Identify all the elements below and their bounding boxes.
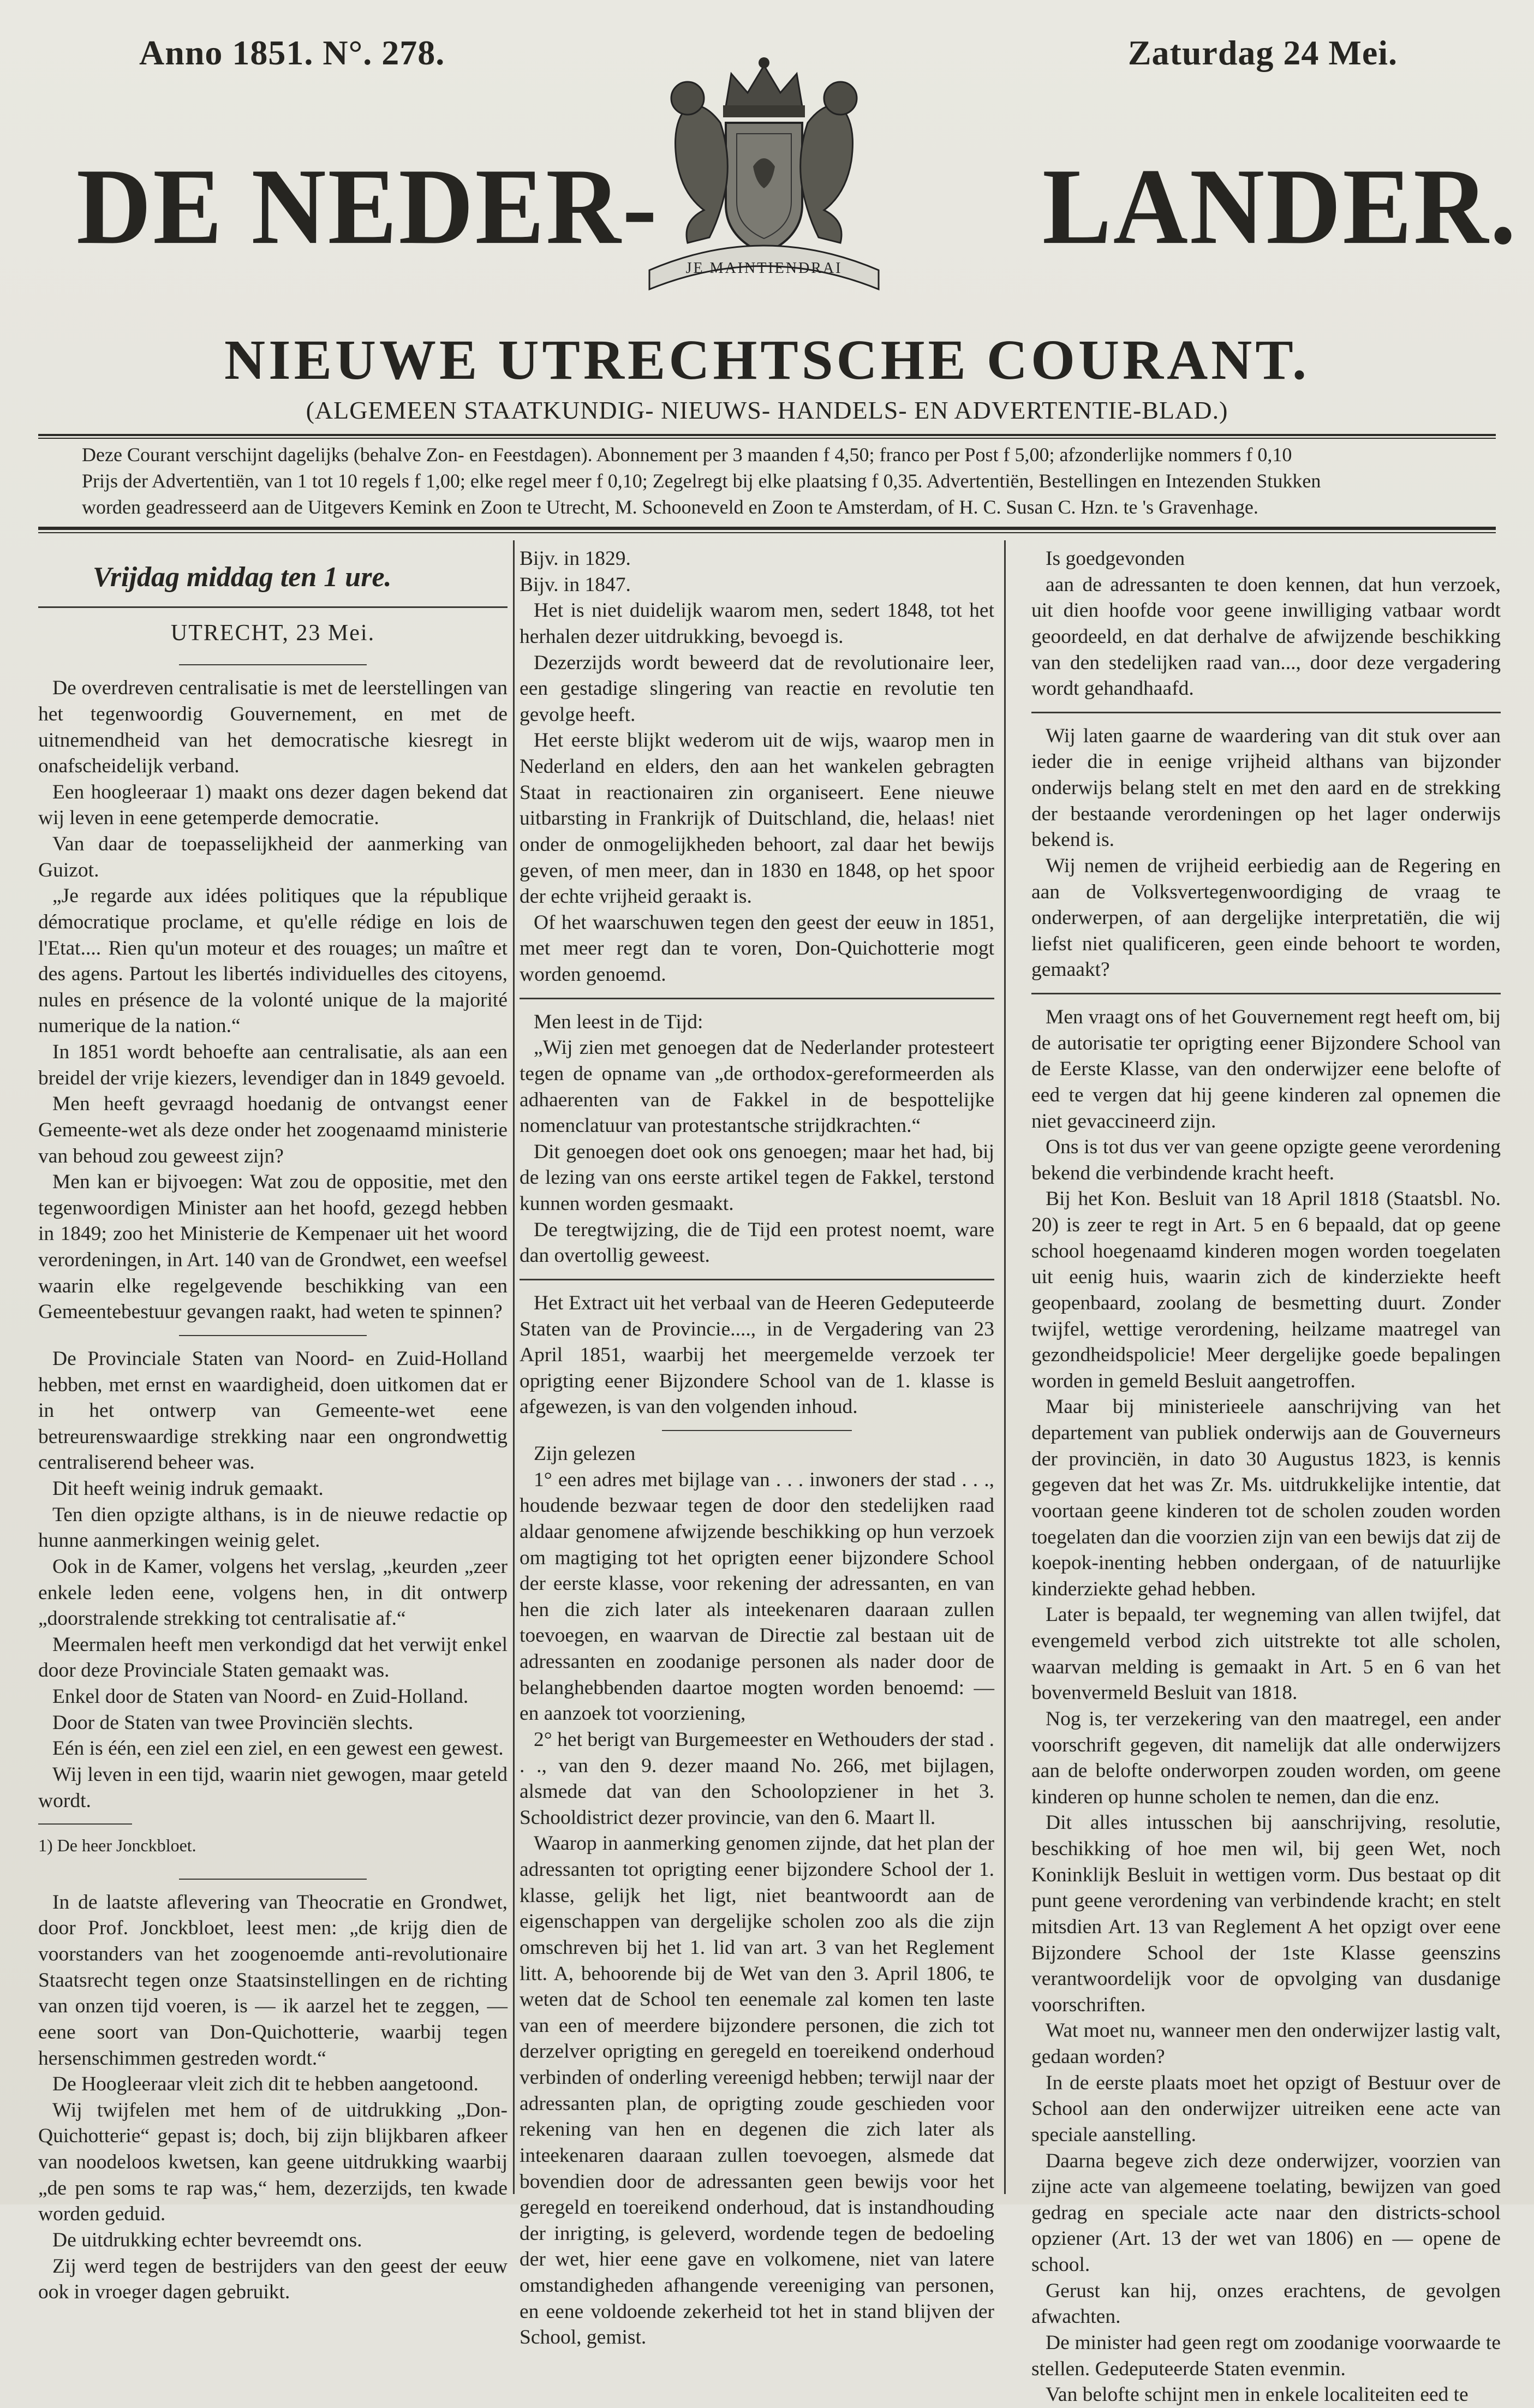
column-1	[38, 546, 508, 2305]
paragraph: Bijv. in 1829.	[520, 547, 631, 570]
header-rule	[38, 434, 1496, 436]
paragraph: Nog is, ter verzekering van den maatregel, een ander voorschrift gegeven, dit namelijk dat alle onderwijzers aan de belofte onderworpen zouden worden, om geene kinderen op hunne scholen te nemen, dan die enz.	[1031, 1707, 1501, 1808]
paragraph: Het Extract uit het verbaal van de Heeren Gedeputeerde Staten van de Provincie...., in de Vergadering van 23 April 1851, waarbij het meergemelde verzoek ter oprigting eener Bijzondere School van de 1. klasse is afgewezen, is van den volgenden inhoud.	[520, 1291, 994, 1418]
column-3	[1031, 546, 1501, 2408]
separator	[38, 606, 508, 608]
paragraph: Een hoogleeraar 1) maakt ons dezer dagen bekend dat wij leven in eene getemperde democratie.	[38, 780, 508, 830]
paragraph: Wij laten gaarne de waardering van dit stuk over aan ieder die in eenige vrijheid althans van bijzonder onderwijs belang stelt en met den aard en de strekking der bestaande verordeningen op het lager onderwijs bekend is.	[1031, 724, 1501, 851]
royal-crest-icon	[589, 41, 939, 303]
paragraph: Gerust kan hij, onzes erachtens, de gevolgen afwachten.	[1031, 2279, 1501, 2328]
paragraph: Dezerzijds wordt beweerd dat de revolutionaire leer, een gestadige slingering van reactie en revolutie ten gevolge heeft.	[520, 651, 994, 726]
paragraph: 2° het berigt van Burgemeester en Wethouders der stad . . ., van den 9. dezer maand No. 266, met bijlagen, alsmede dat van den Schoolopziener in het 3. Schooldistrict dezer provincie, van den 6. Maart ll.	[520, 1728, 994, 1829]
title-left: DE NEDER-	[76, 146, 659, 267]
dateline-time: Vrijdag middag ten 1 ure.	[93, 562, 392, 593]
separator	[520, 1279, 994, 1280]
paragraph: Enkel door de Staten van Noord- en Zuid-Holland.	[52, 1685, 469, 1708]
issue-date: Zaturdag 24 Mei.	[1127, 33, 1398, 72]
paragraph: De Provinciale Staten van Noord- en Zuid-Holland hebben, met ernst en waardigheid, doen uitkomen dat er in het ontwerp van Gemeente-wet eene betreurenswaardige strekking naar een ongrondwettig centraliserend beheer was.	[38, 1347, 508, 1474]
quote: „Wij zien met genoegen dat de Nederlander protesteert tegen de opname van „de orthodox-gereformeerden als adhaerenten van de Fakkel in de bespottelijke nomenclatuur van protestantsche strijdkrachten.“	[520, 1036, 994, 1137]
paragraph: In 1851 wordt behoefte aan centralisatie, als aan een breidel der vrije kiezers, levendiger dan in 1849 gevoeld.	[38, 1041, 508, 1089]
paragraph: 1° een adres met bijlage van . . . inwoners der stad . . ., houdende bezwaar tegen de door den stedelijken raad aldaar genomene afwijzende beschikking op hun verzoek om magtiging tot het oprigten eener bijzondere School der eerste klasse, voor rekening der adressanten, en van hen die zich later als inteekenaren daaraan zullen toevoegen, en waarvan de Directie zal bestaan uit de adressanten en zoodanige personen als nader door de belanghebbenden daartoe mogten worden benoemd: — en aanzoek tot voorziening,	[520, 1468, 994, 1725]
paragraph: De Hoogleeraar vleit zich dit te hebben aangetoond.	[52, 2073, 479, 2096]
separator	[1031, 993, 1501, 994]
paragraph: De overdreven centralisatie is met de leerstellingen van het tegenwoordig Gouvernement, en met de uitnemendheid van het democratische kiesregt in onafscheidelijk verband.	[38, 677, 508, 778]
paragraph: De minister had geen regt om zoodanige voorwaarde te stellen. Gedeputeerde Staten evenmin.	[1031, 2331, 1501, 2380]
paragraph: Men kan er bijvoegen: Wat zou de oppositie, met den tegenwoordigen Minister aan het hoofd, gezegd hebben in 1849; zoo het Ministerie de Kempenaer uit het woord verordeningen, in Art. 140 van de Grondwet, een weefsel waarin elke regelgevende beschikking van een Gemeentebestuur gevangen raakt, had weten te spinnen?	[38, 1171, 508, 1324]
paragraph: Wij twijfelen met hem of de uitdrukking „Don-Quichotterie“ gepast is; doch, bij zijn blijkbaren afkeer van noodeloos kwetsen, kan geene uitdrukking waarbij „de pen soms te rap was,“ hem, dezerzijds, ten kwade worden geduid.	[38, 2099, 508, 2226]
header-rule-thin	[38, 438, 1496, 439]
notice-rule	[38, 527, 1496, 530]
paragraph: Van belofte schijnt men in enkele localiteiten eed te	[1046, 2383, 1469, 2406]
notice-line: Deze Courant verschijnt dagelijks (behalve Zon- en Feestdagen). Abonnement per 3 maanden f 4,50; franco per Post f 5,00; afzonderlijke nommers f 0,10	[82, 444, 1292, 466]
paragraph: Het is niet duidelijk waarom men, sedert 1848, tot het herhalen dezer uitdrukking, bevoegd is.	[520, 599, 994, 648]
footnote: 1) De heer Jonckbloet.	[38, 1835, 196, 1856]
quote: „Je regarde aux idées politiques que la république démocratique proclame, et qu'elle rédige en lois de l'Etat.... Rien qu'un moteur et des rouages; un maître et des agens. Partout les libertés individuelles des citoyens, nules en présence de la volonté unique de la majorité numerique de la nation.“	[38, 885, 508, 1038]
paragraph: Bij het Kon. Besluit van 18 April 1818 (Staatsbl. No. 20) is zeer te regt in Art. 5 en 6 bepaald, dat op geene school hoegenaamd kinderen mogen worden toegelaten uit eenig huis, waarin zich de kinderziekte heeft geopenbaard, zoolang de besmetting duurt. Zonder twijfel, wettige verordening, heilzame maatregel van gezondheidspolicie! Meer dergelijke goede bepalingen worden in gemeld Besluit aangetroffen.	[1031, 1188, 1501, 1392]
paragraph: Door de Staten van twee Provinciën slechts.	[52, 1711, 414, 1734]
notice-rule-thin	[38, 532, 1496, 533]
paragraph: Zij werd tegen de bestrijders van den geest der eeuw ook in vroeger dagen gebruikt.	[38, 2255, 508, 2304]
paragraph: aan de adressanten te doen kennen, dat hun verzoek, uit dien hoofde voor geene inwilliging vatbaar wordt geoordeeld, en dat derhalve de afwijzende beschikking van den stedelijken raad van..., door deze vergadering wordt gehandhaafd.	[1031, 573, 1501, 700]
paragraph: In de laatste aflevering van Theocratie en Grondwet, door Prof. Jonckbloet, leest men: „de krijg dien de voorstanders van het zoogenoemde anti-revolutionaire Staatsrecht tegen onze Staatsinstellingen en de richting van onzen tijd voeren, is — ik aarzel het te zeggen, — eene soort van Don-Quichotterie, waarbij tegen hersenschimmen gestreden wordt.“	[38, 1891, 508, 2070]
paragraph: Ons is tot dus ver van geene opzigte geene verordening bekend die verbindende kracht heeft.	[1031, 1136, 1501, 1184]
subscription-notice	[82, 442, 1482, 521]
notice-line: Prijs der Advertentiën, van 1 tot 10 regels f 1,00; elke regel meer f 0,10; Zegelregt bij elke plaatsing f 0,35. Advertentiën, Bestellingen en Intezenden Stukken	[82, 469, 1321, 492]
subsubtitle: (ALGEMEEN STAATKUNDIG- NIEUWS- HANDELS- EN ADVERTENTIE-BLAD.)	[306, 396, 1228, 424]
paragraph: Daarna begeve zich deze onderwijzer, voorzien van zijne acte van algemeene toelating, bewijzen van goed gedrag en speciale acte naar den districts-school opziener (Art. 13 der wet van 1806) en — opene de school.	[1031, 2149, 1501, 2276]
dateline-city: UTRECHT, 23 Mei.	[170, 621, 375, 646]
separator	[38, 1823, 132, 1825]
paragraph: Men heeft gevraagd hoedanig de ontvangst eener Gemeente-wet als deze onder het zoogenaamd ministerie van behoud zou geweest zijn?	[38, 1093, 508, 1167]
paragraph: Het eerste blijkt wederom uit de wijs, waarop men in Nederland en elders, den aan het wankelen gebragten Staat in reactionairen zin organiseert. Eene nieuwe uitbarsting in Frankrijk of Duitschland, die, helaas! niet onder de onmogelijkheden behoort, zal daar het bewijs geven, of men meer, dan in 1830 en 1848, op het spoor der echte vrijheid geraakt is.	[520, 729, 994, 908]
subtitle: NIEUWE UTRECHTSCHE COURANT.	[224, 329, 1310, 391]
issue-number: Anno 1851. N°. 278.	[139, 33, 445, 72]
separator	[179, 664, 367, 665]
paragraph: In de eerste plaats moet het opzigt of Bestuur over de School aan den onderwijzer uitreiken eene acte van speciale aanstelling.	[1031, 2071, 1501, 2146]
paragraph: Dit genoegen doet ook ons genoegen; maar het had, bij de lezing van ons eerste artikel tegen de Fakkel, terstond kunnen worden gesmaakt.	[520, 1140, 994, 1215]
paragraph: De teregtwijzing, die de Tijd een protest noemt, ware dan overtollig geweest.	[520, 1218, 994, 1267]
paragraph: Dit alles intusschen bij aanschrijving, resolutie, beschikking of hoe men wil, bij geen Wet, noch Koninklijk Besluit in wettigen vorm. Dus bestaat op dit punt geene verordening van verbindende kracht; en stelt mitsdien Art. 13 van Reglement A het opzigt over eene Bijzondere School der 1ste Klasse geenszins verantwoordelijk voor de opvolging van dusdanige voorschriften.	[1031, 1811, 1501, 2016]
paragraph: Of het waarschuwen tegen den geest der eeuw in 1851, met meer regt dan te voren, Don-Quichotterie mogt worden genoemd.	[520, 911, 994, 986]
paragraph: Eén is één, een ziel een ziel, en een gewest een gewest.	[52, 1737, 504, 1760]
paragraph: Is goedgevonden	[1046, 547, 1185, 570]
paragraph: Men vraagt ons of het Gouvernement regt heeft om, bij de autorisatie ter oprigting eener Bijzondere School van de Eerste Klasse, van den onderwijzer eene belofte of eed te vergen dat hij geene kinderen zal opnemen die niet gevaccineerd zijn.	[1031, 1006, 1501, 1133]
paragraph: Ten dien opzigte althans, is in de nieuwe redactie op hunne aanmerkingen weinig gelet.	[38, 1503, 508, 1552]
separator	[179, 1335, 367, 1336]
crest-motto: JE MAINTIENDRAI	[685, 260, 843, 277]
paragraph: Wij nemen de vrijheid eerbiedig aan de Regering en aan de Volksvertegenwoordiging de vraag te onderwerpen, of aan dergelijke interpretatiën, die wij liefst niet qualificeren, geen einde behoort te worden, gemaakt?	[1031, 854, 1501, 981]
paragraph: Wij leven in een tijd, waarin niet gewogen, maar geteld wordt.	[38, 1763, 508, 1812]
paragraph: Bijv. in 1847.	[520, 573, 631, 596]
separator	[1031, 712, 1501, 713]
paragraph: Men leest in de Tijd:	[534, 1010, 703, 1033]
separator	[179, 1879, 367, 1880]
paragraph: Ook in de Kamer, volgens het verslag, „keurden „zeer enkele leden eene, volgens hen, in dit ontwerp „doorstralende strekking tot centralisatie af.“	[38, 1555, 508, 1630]
column-divider	[513, 540, 515, 2194]
paragraph: Maar bij ministerieele aanschrijving van het departement van publiek onderwijs aan de Gouverneurs der provinciën, in dato 30 Augustus 1823, is kennis gegeven dat het was Zr. Ms. uitdrukkelijke intentie, dat voortaan geene kinderen tot de scholen zouden worden toegelaten dan die voorzien zijn van een bewijs dat zij de koepok-inenting hebben ondergaan, of de natuurlijke kinderziekte gehad hebben.	[1031, 1396, 1501, 1600]
notice-line: worden geadresseerd aan de Uitgevers Kemink en Zoon te Utrecht, M. Schooneveld en Zoon te Amsterdam, of H. C. Susan C. Hzn. te 's Gravenhage.	[82, 496, 1258, 518]
paragraph: Van daar de toepasselijkheid der aanmerking van Guizot.	[38, 833, 508, 881]
paragraph: Wat moet nu, wanneer men den onderwijzer lastig valt, gedaan worden?	[1031, 2019, 1501, 2068]
paragraph: Zijn gelezen	[534, 1443, 636, 1465]
paragraph: Meermalen heeft men verkondigd dat het verwijt enkel door deze Provinciale Staten gemaakt was.	[38, 1633, 508, 1682]
title-right: LANDER.	[1042, 146, 1518, 267]
paragraph: Waarop in aanmerking genomen zijnde, dat het plan der adressanten tot oprigting eener bijzondere School der 1. klasse, gelijk het ligt, niet beantwoordt aan de eigenschappen van dergelijke scholen zoo als die zijn omschreven bij het 1. lid van art. 3 van het Reglement litt. A, behoorende bij de Wet van den 3. April 1806, te weten dat de School ten eenemale zal komen ten laste van een of meerdere bijzondere personen, die zich tot derzelver oprigting en geregeld en toereikend onderhoud verbinden of onderling vereenigd hebben; terwijl naar der adressanten plan, de oprigting zoude geschieden voor rekening van hen en degenen die zich later als inteekenaren daaraan zullen toevoegen, alsmede dat bovendien door de adressanten geen bewijs voor het geregeld en toereikend onderhoud, dat is instandhouding der inrigting, is geleverd, wordende tegen de bedoeling der wet, hier eene gave en volkomene, niet van latere omstandigheden afhangende vereeniging van personen, en eene voldoende zekerheid tot het in stand blijven der School, gemist.	[520, 1832, 994, 2349]
separator	[520, 998, 994, 999]
separator	[662, 1430, 852, 1431]
paragraph: Later is bepaald, ter wegneming van allen twijfel, dat evengemeld verbod zich uitstrekte tot alle scholen, waarvan melding is gemaakt in Art. 5 en 6 van het bovenvermeld Besluit van 1818.	[1031, 1604, 1501, 1704]
paragraph: Dit heeft weinig indruk gemaakt.	[52, 1477, 324, 1500]
paragraph: De uitdrukking echter bevreemdt ons.	[52, 2228, 362, 2251]
column-divider	[1004, 540, 1006, 2194]
column-2	[520, 546, 994, 2351]
